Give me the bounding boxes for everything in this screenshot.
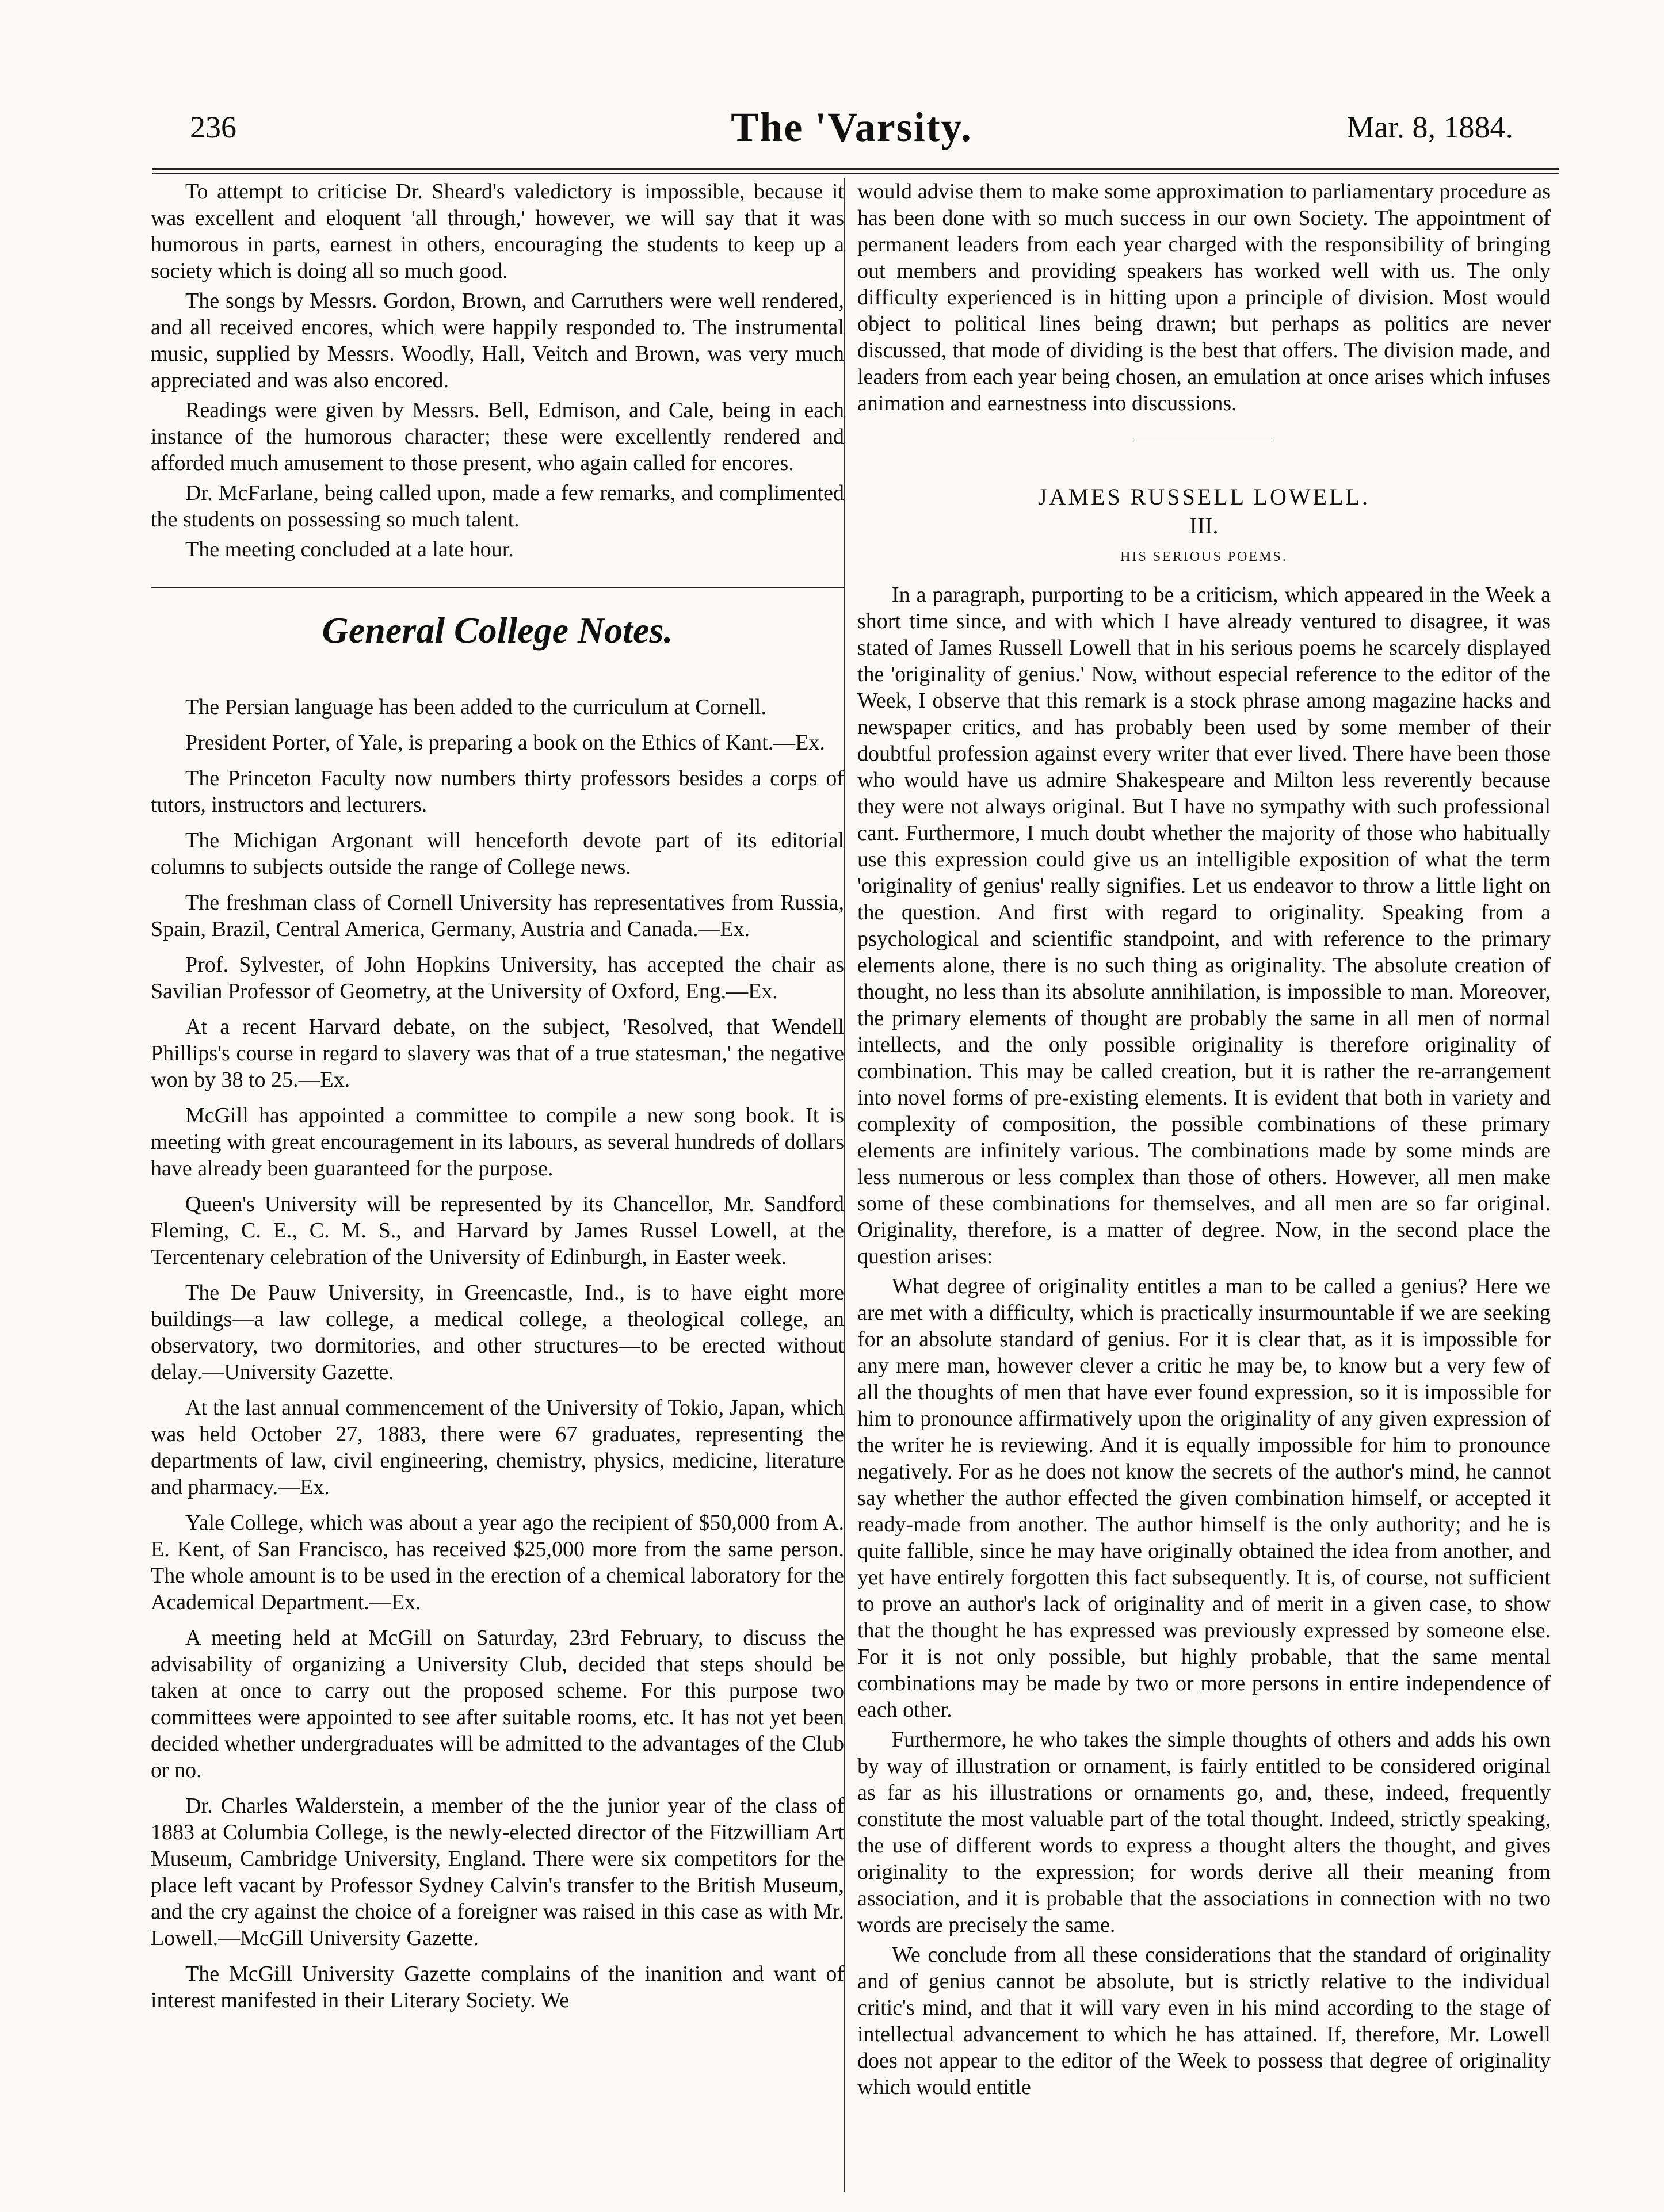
article-separator bbox=[1135, 440, 1273, 444]
note-item: At a recent Harvard debate, on the subject, 'Resolved, that Wendell Phillips's course in regard to slavery was that of a true statesman,' the negative won by 38 to 25.—Ex. bbox=[151, 1015, 844, 1092]
article-paragraph: What degree of originality entitles a man to be called a genius? Here we are met with a difficulty, which is practically insurmountable if we are seeking for an absolute standard of genius. For it is clear that, as it is impossible for any mere man, however clever a critic he may be, to know but a very few of all the thoughts of men that have ever found expression, so it is impossible for him to pronounce affirmatively upon the originality of any given expression of the writer he is reviewing. And it is equally impossible for him to pronounce negatively. For as he does not know the secrets of the author's mind, he cannot say whether the author effected the given combination himself, or accepted it ready-made from another. The author himself is the only authority; and he is quite fallible, since he may have originally obtained the idea from another, and yet have entirely forgotten this fact subsequently. It is, of course, not sufficient to prove an author's lack of originality and of merit in a given case, to show that the thought he has expressed was previously expressed by someone else. For it is not only possible, but highly probable, that the same mental combinations may be made by two or more persons in entire independence of each other. bbox=[857, 1274, 1551, 1722]
note-item: Dr. Charles Walderstein, a member of the the junior year of the class of 1883 at Columbia College, is the newly-elected director of the Fitzwilliam Art Museum, Cambridge University, England. There were six competitors for the place left vacant by Professor Sydney Calvin's transfer to the British Museum, and the cry against the choice of a foreigner was raised in this case as with Mr. Lowell.—McGill University Gazette. bbox=[151, 1794, 844, 1950]
header-rule bbox=[152, 168, 1559, 170]
meeting-report bbox=[151, 178, 844, 563]
note-item: The De Pauw University, in Greencastle, Ind., is to have eight more buildings—a law college, a medical college, a theological college, an observatory, two dormitories, and other structures—to be erected without delay.—University Gazette. bbox=[151, 1281, 844, 1384]
article-paragraph: Furthermore, he who takes the simple thoughts of others and adds his own by way of illustration or ornament, is fairly entitled to be considered original as far as his illustrations or ornaments go, and, these, indeed, frequently constitute the most valuable part of the total thought. Indeed, strictly speaking, the use of different words to express a thought alters the thought, and gives originality to the expression; for words derive all their meaning from association, and it is probable that the associations in connection with no two words are precisely the same. bbox=[857, 1728, 1551, 1937]
note-item: The freshman class of Cornell University has representatives from Russia, Spain, Brazil, Central America, Germany, Austria and Canada.—Ex. bbox=[151, 891, 844, 941]
article-paragraph: In a paragraph, purporting to be a criticism, which appeared in the Week a short time since, and with which I have already ventured to disagree, it was stated of James Russell Lowell that in his serious poems he scarcely displayed the 'originality of genius.' Now, without especial reference to the editor of the Week, I observe that this remark is a stock phrase among magazine hacks and newspaper critics, and has probably been used by some member of their doubtful profession against every writer that ever lived. There have been those who would have us admire Shakespeare and Milton less reverently because they were not always original. But I have no sympathy with such professional cant. Furthermore, I much doubt whether the majority of those who habitually use this expression could give us an intelligible exposition of what the term 'originality of genius' really signifies. Let us endeavor to throw a little light on the question. And first with regard to originality. Speaking from a psychological and scientific standpoint, and with reference to the primary elements alone, there is no such thing as originality. The absolute creation of thought, no less than its absolute annihilation, is impossible to man. Moreover, the primary elements of thought are probably the same in all men of normal intellects, and the only possible originality is therefore originality of combination. This may be called creation, but it is rather the re-arrangement into novel forms of pre-existing elements. It is evident that both in variety and complexity of composition, the possible combinations of these primary elements are infinitely various. The combinations made by some minds are less numerous or less complex than those of others. However, all men make some of these combinations for themselves, and all men are so far original. Originality, therefore, is a matter of degree. Now, in the second place the question arises: bbox=[857, 583, 1551, 1269]
right-column bbox=[857, 178, 1551, 2104]
note-item: President Porter, of Yale, is preparing a book on the Ethics of Kant.—Ex. bbox=[185, 731, 825, 755]
continued-paragraph: would advise them to make some approximation to parliamentary procedure as has been done with so much success in our own Society. The appointment of permanent leaders from each year charged with the responsibility of bringing out members and providing speakers has worked well with us. The only difficulty experienced is in hitting upon a principle of division. Most would object to political lines being drawn; but perhaps as politics are never discussed, that mode of dividing is the best that offers. The division made, and leaders from each year being chosen, an emulation at once arises which infuses animation and earnestness into discussions. bbox=[857, 179, 1551, 415]
note-item: The Princeton Faculty now numbers thirty professors besides a corps of tutors, instructors and lecturers. bbox=[151, 766, 844, 817]
report-paragraph: Dr. McFarlane, being called upon, made a few remarks, and complimented the students on possessing so much talent. bbox=[151, 481, 844, 532]
note-item: At the last annual commencement of the University of Tokio, Japan, which was held October 27, 1883, there were 67 graduates, representing the departments of law, civil engineering, chemistry, physics, medicine, literature and pharmacy.—Ex. bbox=[151, 1396, 844, 1499]
section-rule bbox=[151, 586, 844, 590]
report-paragraph: The songs by Messrs. Gordon, Brown, and Carruthers were well rendered, and all received encores, which were happily responded to. The instrumental music, supplied by Messrs. Woodly, Hall, Veitch and Brown, was very much appreciated and was also encored. bbox=[151, 289, 844, 392]
article-subtitle: HIS SERIOUS POEMS. bbox=[1120, 549, 1288, 564]
article-number: III. bbox=[1189, 513, 1219, 538]
note-item: Queen's University will be represented by its Chancellor, Mr. Sandford Fleming, C. E., C. M. S., and Harvard by James Russel Lowell, at the Tercentenary celebration of the University of Edinburgh, in Easter week. bbox=[151, 1192, 844, 1269]
note-item: The Persian language has been added to the curriculum at Cornell. bbox=[185, 695, 766, 719]
report-paragraph: To attempt to criticise Dr. Sheard's valedictory is impossible, because it was excellent and eloquent 'all through,' however, we will say that it was humorous in parts, earnest in others, encouraging the students to keep up a society which is doing all so much good. bbox=[151, 179, 844, 283]
page-number: 236 bbox=[190, 110, 236, 144]
article-paragraph: We conclude from all these considerations that the standard of originality and of genius cannot be absolute, but is strictly relative to the individual critic's mind, and that it will vary even in his mind according to the stage of intellectual advancement to which he has attained. If, therefore, Mr. Lowell does not appear to the editor of the Week to possess that degree of originality which would entitle bbox=[857, 1943, 1551, 2099]
note-item: The McGill University Gazette complains of the inanition and want of interest manifested in their Literary Society. We bbox=[151, 1962, 844, 2012]
header-rule-thin bbox=[152, 173, 1559, 174]
masthead-title: The 'Varsity. bbox=[731, 104, 972, 150]
note-item: McGill has appointed a committee to compile a new song book. It is meeting with great encouragement in its labours, as several hundreds of dollars have already been guaranteed for the purpose. bbox=[151, 1103, 844, 1181]
note-item: The Michigan Argonant will henceforth devote part of its editorial columns to subjects outside the range of College news. bbox=[151, 828, 844, 879]
college-notes bbox=[151, 694, 844, 2014]
issue-date: Mar. 8, 1884. bbox=[1346, 110, 1513, 144]
left-column bbox=[151, 178, 844, 2023]
article-body bbox=[857, 582, 1551, 2100]
note-item: A meeting held at McGill on Saturday, 23rd February, to discuss the advisability of organizing a University Club, decided that steps should be taken at once to carry out the proposed scheme. For this purpose two committees were appointed to see after suitable rooms, etc. It has not yet been decided whether undergraduates will be admitted to the advantages of the Club or no. bbox=[151, 1626, 844, 1782]
report-paragraph: Readings were given by Messrs. Bell, Edmison, and Cale, being in each instance of the humorous character; these were excellently rendered and afforded much amusement to those present, who again called for encores. bbox=[151, 398, 844, 475]
section-heading: General College Notes. bbox=[322, 610, 673, 651]
note-item: Prof. Sylvester, of John Hopkins University, has accepted the chair as Savilian Professor of Geometry, at the University of Oxford, Eng.—Ex. bbox=[151, 953, 844, 1003]
note-item: Yale College, which was about a year ago the recipient of $50,000 from A. E. Kent, of San Francisco, has received $25,000 more from the same person. The whole amount is to be used in the erection of a chemical laboratory for the Academical Department.—Ex. bbox=[151, 1511, 844, 1614]
article-title: JAMES RUSSELL LOWELL. bbox=[1038, 484, 1370, 510]
report-paragraph: The meeting concluded at a late hour. bbox=[185, 537, 514, 561]
page-header bbox=[190, 104, 1513, 167]
